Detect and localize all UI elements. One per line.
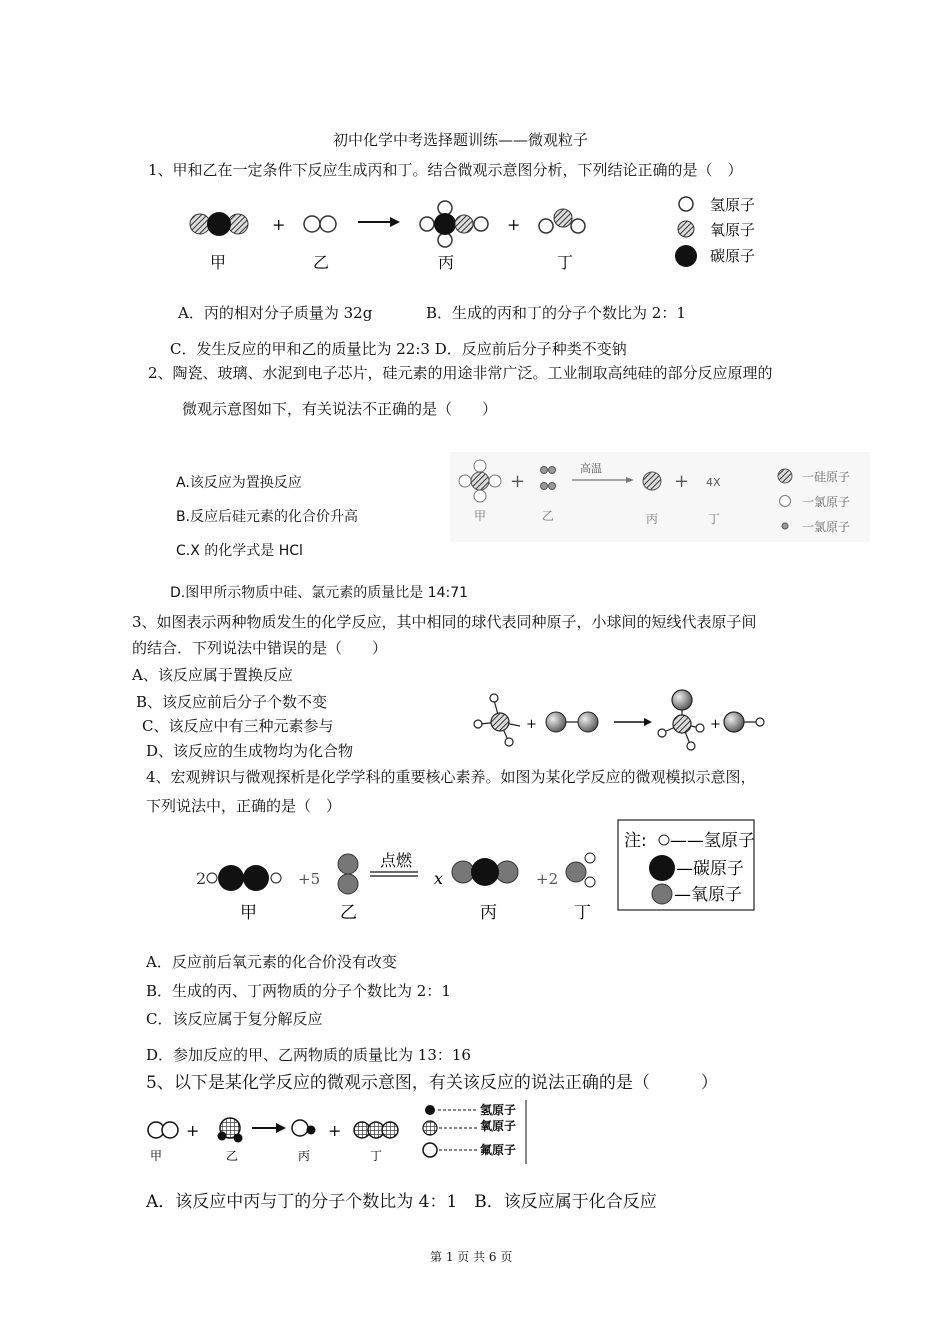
q3-molecule-product-1: [658, 690, 704, 750]
q2-option-d: D.图甲所示物质中硅、氯元素的质量比是 14:71: [170, 585, 469, 601]
q1-label-jia: 甲: [210, 253, 227, 272]
q4-molecule-bing: [452, 858, 518, 886]
q5-label-yi: 乙: [226, 1149, 239, 1163]
q5-legend-f: 氟原子: [480, 1143, 517, 1157]
q4-label-ding: 丁: [574, 903, 591, 923]
q1-molecule-yi: [304, 216, 336, 232]
q3-diagram: [470, 686, 780, 756]
q2-option-a: A.该反应为置换反应: [176, 475, 302, 491]
q2-legend-si: 一硅原子: [802, 470, 851, 484]
q1-legend-o: 氧原子: [710, 221, 756, 239]
q1-option-cd: C．发生反应的甲和乙的质量比为 22:3 D．反应前后分子种类不变钠: [170, 340, 627, 358]
q4-legend-h: ——氢原子: [670, 831, 755, 851]
q4-diagram: [190, 816, 760, 926]
q2-label-ding: 丁: [708, 512, 721, 526]
q1-molecule-bing: [420, 201, 488, 247]
q1-plus-1: +: [272, 215, 286, 234]
q5-molecule-jia: [148, 1122, 178, 1138]
q1-stem: 1、甲和乙在一定条件下反应生成丙和丁。结合微观示意图分析，下列结论正确的是（ ）: [148, 161, 743, 179]
q5-legend-o: 氧原子: [480, 1119, 517, 1133]
q4-option-b: B．生成的丙、丁两物质的分子个数比为 2：1: [146, 982, 451, 1000]
page-title: 初中化学中考选择题训练——微观粒子: [333, 131, 589, 149]
q1-label-ding: 丁: [557, 253, 574, 272]
q5-stem: 5、以下是某化学反应的微观示意图，有关该反应的说法正确的是（ ）: [146, 1073, 718, 1093]
q5-options-ab: A．该反应中丙与丁的分子个数比为 4：1 B．该反应属于化合反应: [146, 1192, 657, 1212]
q4-molecule-jia: [207, 865, 281, 891]
q2-label-jia: 甲: [474, 509, 487, 523]
q3-molecule-reactant-1: [474, 694, 520, 746]
q4-option-c: C．该反应属于复分解反应: [146, 1010, 323, 1028]
q5-legend: [423, 1100, 526, 1164]
q2-arrow-text: 高温: [580, 462, 602, 475]
q4-legend-c: —碳原子: [676, 859, 744, 879]
q4-molecule-ding: [566, 853, 595, 887]
q4-option-a: A．反应前后氧元素的化合价没有改变: [146, 953, 397, 971]
q5-molecule-yi: [218, 1118, 243, 1143]
q5-legend-h: 氢原子: [480, 1103, 517, 1117]
q1-label-yi: 乙: [313, 253, 330, 272]
q4-arrow-text: 点燃: [380, 851, 413, 870]
q5-label-bing: 丙: [298, 1149, 311, 1163]
q5-plus-2: +: [328, 1121, 342, 1140]
q4-stem-2: 下列说法中，正确的是（ ）: [146, 797, 342, 815]
q1-option-b: B．生成的丙和丁的分子个数比为 2：1: [426, 304, 686, 322]
q2-molecule-bing: [643, 472, 661, 490]
q4-legend: [618, 820, 755, 910]
q5-arrow: [252, 1123, 286, 1133]
q2-label-yi: 乙: [542, 509, 555, 523]
q5-label-ding: 丁: [370, 1149, 383, 1163]
q3-plus-2: +: [710, 717, 721, 732]
q3-option-c: C、该反应中有三种元素参与: [142, 717, 334, 735]
q4-legend-title: 注:: [624, 831, 647, 851]
q4-molecule-yi: [338, 854, 358, 894]
q1-label-bing: 丙: [438, 253, 455, 272]
q2-4x: 4X: [706, 476, 721, 489]
q3-stem-2: 的结合．下列说法中错误的是（ ）: [132, 639, 388, 657]
q2-diagram: [450, 452, 870, 542]
q4-legend-o: —氧原子: [674, 885, 742, 905]
q4-arrow: [370, 872, 418, 876]
page-footer: 第 1 页 共 6 页: [430, 1250, 513, 1264]
q1-legend: [675, 196, 755, 267]
q3-option-a: A、该反应属于置换反应: [132, 666, 293, 684]
q3-option-b: B、该反应前后分子个数不变: [136, 693, 328, 711]
q4-coef-jia: 2: [196, 869, 207, 888]
q1-arrow: [358, 217, 400, 227]
q1-diagram: [180, 196, 780, 276]
q2-legend-cl: 一氯原子: [802, 495, 851, 509]
q4-label-jia: 甲: [240, 903, 257, 923]
q3-arrow: [614, 718, 652, 726]
q4-coef-yi: +5: [298, 870, 321, 888]
q2-legend-h: 一氯原子: [802, 520, 851, 534]
q3-molecule-product-2: [724, 712, 764, 732]
q2-stem-1: 2、陶瓷、玻璃、水泥到电子芯片，硅元素的用途非常广泛。工业制取高纯硅的部分反应原理的: [148, 364, 773, 382]
q5-plus-1: +: [186, 1121, 200, 1140]
q2-plus-2: +: [674, 471, 690, 492]
q1-plus-2: +: [507, 215, 521, 234]
q4-label-yi: 乙: [340, 903, 357, 923]
q5-diagram: [142, 1098, 532, 1168]
q5-label-jia: 甲: [150, 1149, 163, 1163]
q4-option-d: D．参加反应的甲、乙两物质的质量比为 13：16: [146, 1046, 471, 1064]
q1-legend-h: 氢原子: [710, 196, 756, 214]
q4-label-bing: 丙: [480, 903, 497, 923]
q2-label-bing: 丙: [646, 512, 659, 526]
q2-stem-2: 微观示意图如下，有关说法不正确的是（ ）: [182, 400, 498, 418]
q3-plus-1: +: [526, 717, 537, 732]
q2-option-c: C.X 的化学式是 HCl: [176, 543, 303, 559]
q1-legend-c: 碳原子: [710, 247, 756, 265]
q4-coef-bing: x: [434, 869, 444, 888]
q3-option-d: D、该反应的生成物均为化合物: [146, 742, 354, 760]
q1-molecule-jia: [190, 212, 248, 236]
q1-molecule-ding: [539, 209, 585, 233]
q5-molecule-ding: [354, 1122, 398, 1138]
q3-stem-1: 3、如图表示两种物质发生的化学反应，其中相同的球代表同种原子，小球间的短线代表原子间: [132, 613, 757, 631]
q2-plus-1: +: [510, 471, 526, 492]
q4-coef-ding: +2: [536, 870, 559, 888]
q1-option-a: A．丙的相对分子质量为 32g: [178, 304, 373, 322]
q4-stem-1: 4、宏观辨识与微观探析是化学学科的重要核心素养。如图为某化学反应的微观模拟示意图，: [146, 768, 756, 786]
q5-molecule-bing: [292, 1120, 316, 1136]
q2-option-b: B.反应后硅元素的化合价升高: [176, 509, 359, 525]
q3-molecule-reactant-2: [546, 712, 598, 732]
